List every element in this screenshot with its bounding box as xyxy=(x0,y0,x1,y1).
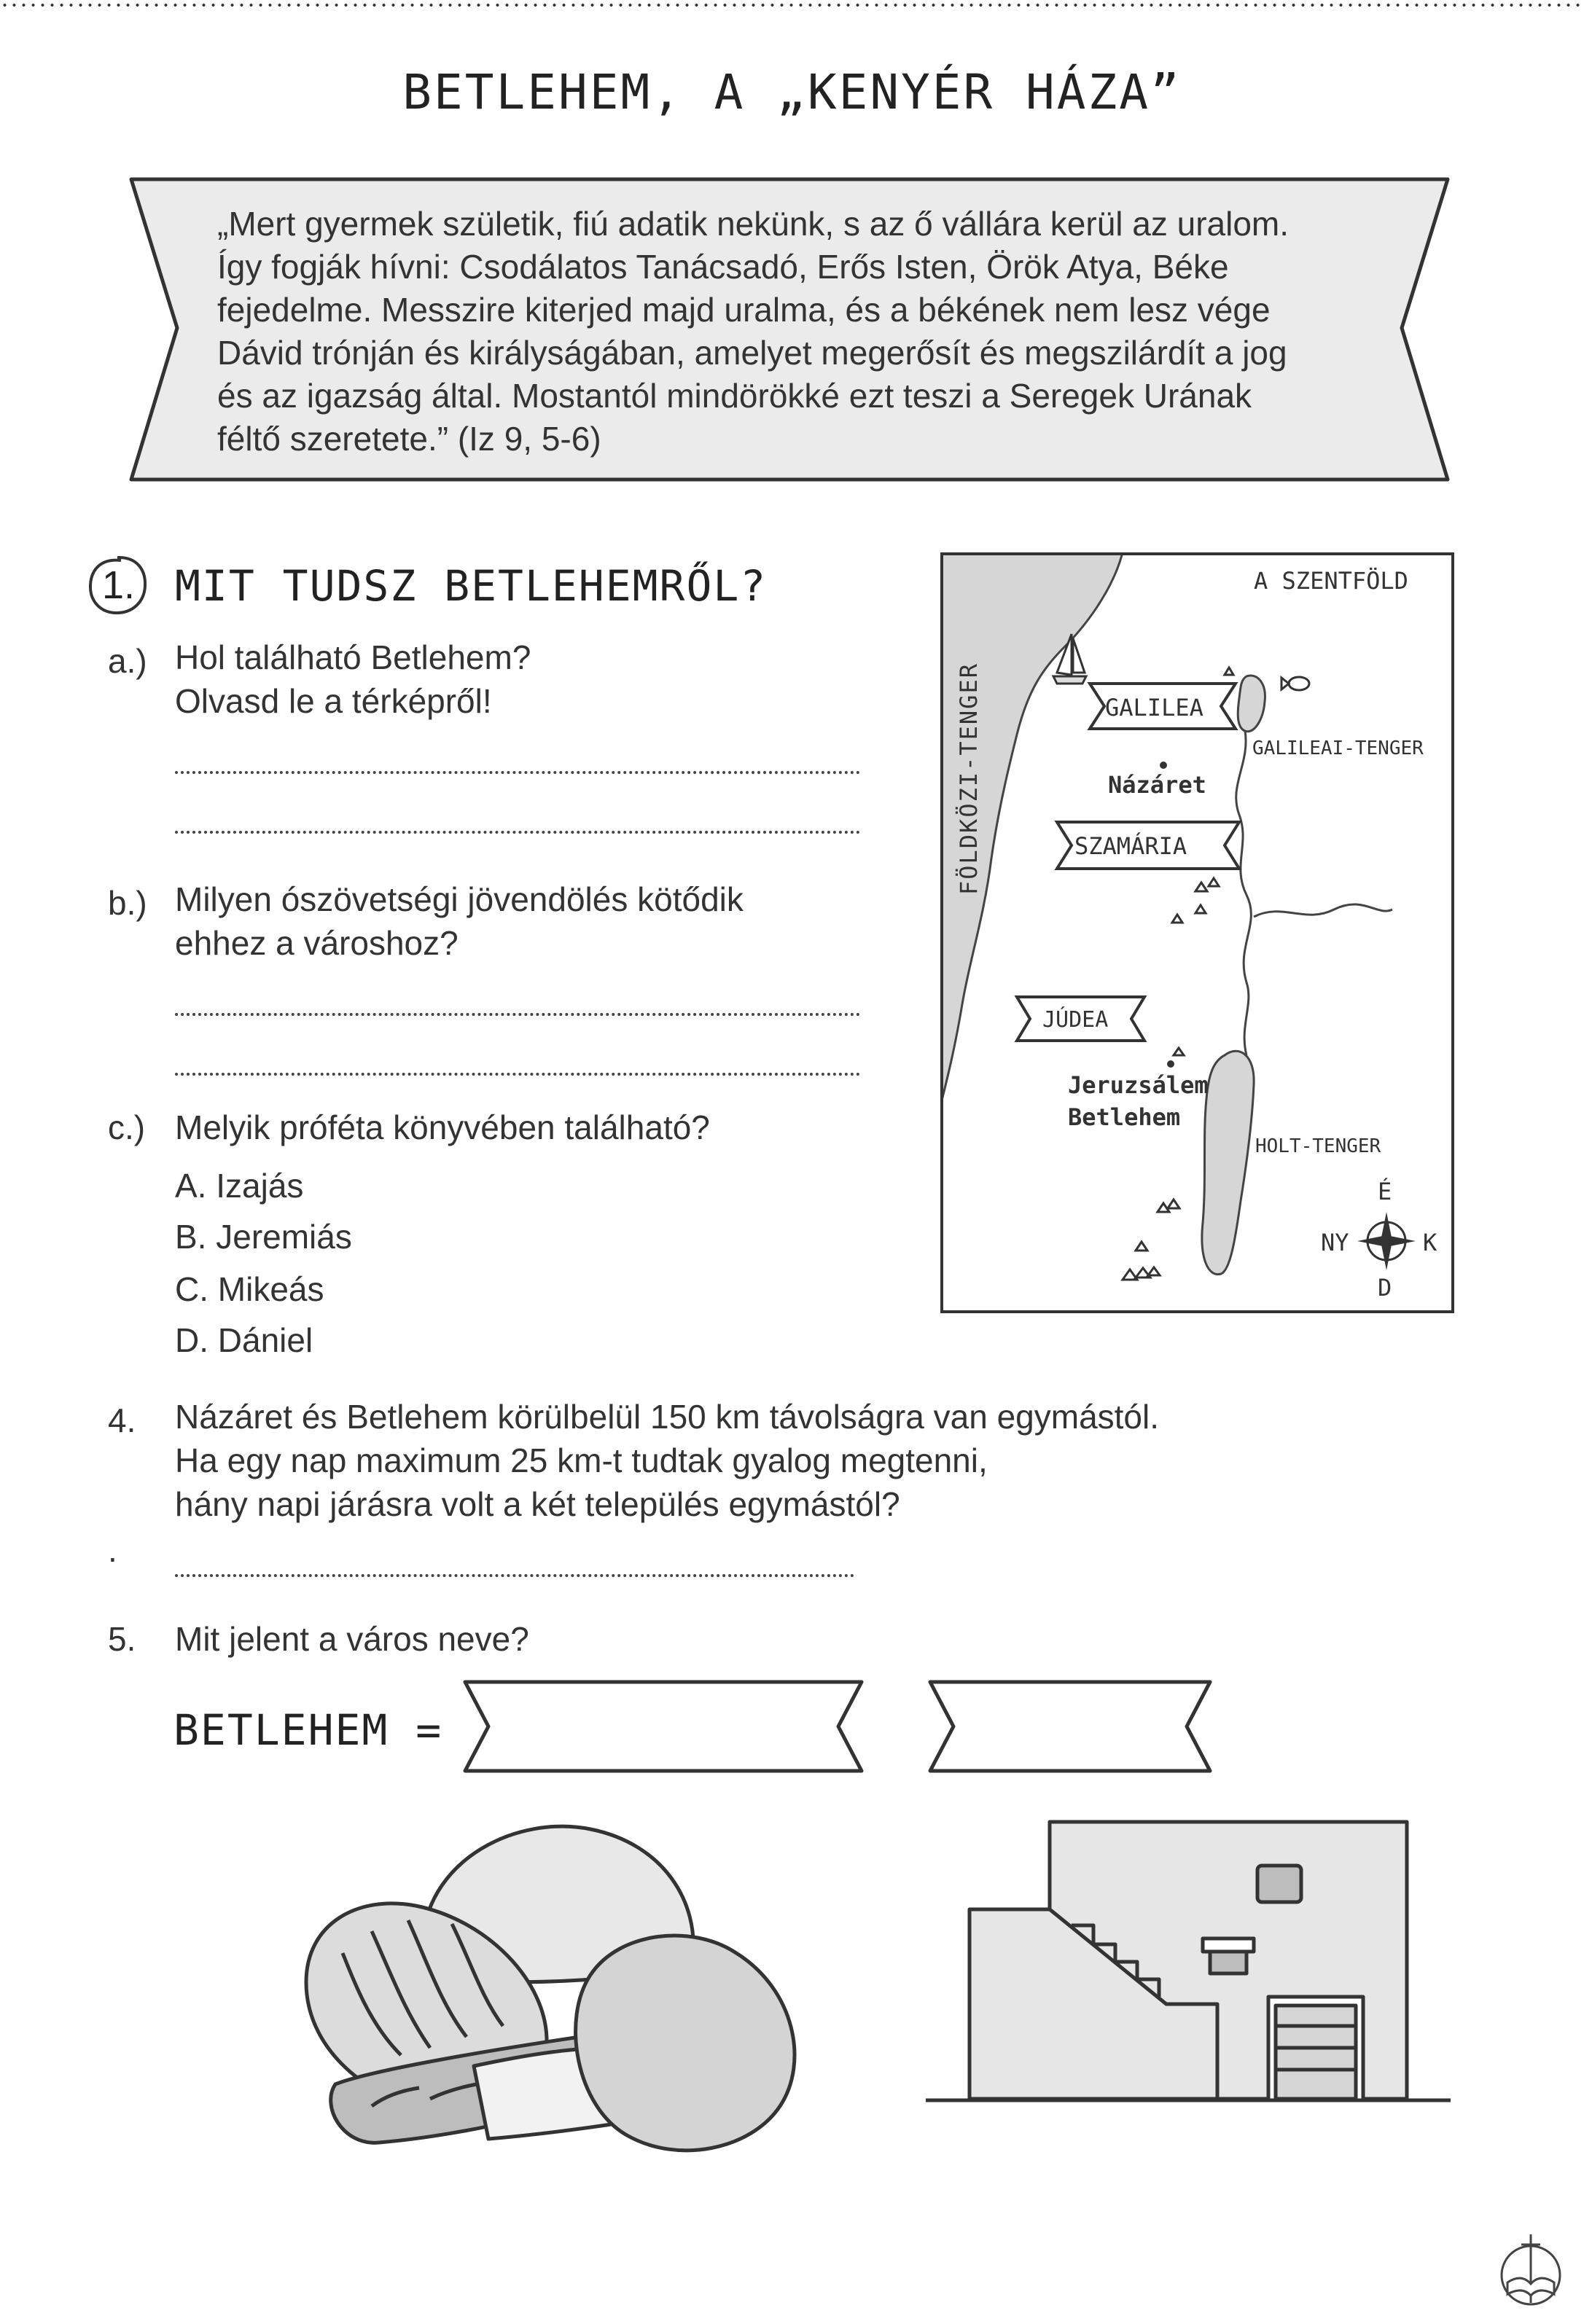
answer-line-a2[interactable] xyxy=(175,831,860,834)
compass-west: NY xyxy=(1321,1229,1349,1256)
question-4-answer-marker: . xyxy=(108,1531,117,1569)
question-a-text xyxy=(175,635,531,723)
footer-logo-icon xyxy=(1497,2230,1566,2310)
answer-line-4[interactable] xyxy=(175,1574,854,1577)
betlehem-equals-label: BETLEHEM = xyxy=(173,1705,443,1755)
section-title: MIT TUDSZ BETLEHEMRŐL? xyxy=(175,561,768,611)
question-c-marker: c.) xyxy=(108,1108,146,1146)
answer-line-b1[interactable] xyxy=(175,1013,860,1016)
judea-label: JÚDEA xyxy=(1042,1007,1109,1033)
question-4-marker: 4. xyxy=(108,1401,136,1439)
dead-sea-label: HOLT-TENGER xyxy=(1255,1135,1381,1157)
question-b-line: Milyen ószövetségi jövendölés kötődik xyxy=(175,880,744,918)
question-4-line: Názáret és Betlehem körülbelül 150 km távolságra van egymástól. xyxy=(175,1398,1160,1436)
question-5-text: Mit jelent a város neve? xyxy=(175,1620,529,1658)
mediterranean-sea-label: FÖLDKÖZI-TENGER xyxy=(955,662,983,895)
option-a[interactable]: A. Izajás xyxy=(175,1167,304,1205)
compass-east: K xyxy=(1423,1229,1437,1256)
question-b-line: ehhez a városhoz? xyxy=(175,924,459,962)
question-4-line: Ha egy nap maximum 25 km-t tudtak gyalog megtenni, xyxy=(175,1441,988,1479)
nazaret-dot xyxy=(1160,762,1167,769)
question-5-marker: 5. xyxy=(108,1620,136,1658)
dead-sea-shape xyxy=(1202,1051,1254,1274)
holy-land-map xyxy=(940,552,1454,1313)
galilean-sea-shape xyxy=(1238,676,1265,732)
jordan-river xyxy=(1236,731,1252,1055)
quote-line: Így fogják hívni: Csodálatos Tanácsadó, Erős Isten, Örök Atya, Béke xyxy=(217,248,1229,286)
quote-line: fejedelme. Messzire kiterjed majd uralma, és a békének nem lesz vége xyxy=(217,291,1271,329)
question-a-marker: a.) xyxy=(108,642,147,680)
window-middle xyxy=(1210,1952,1246,1973)
betlehem-label: Betlehem xyxy=(1068,1103,1181,1131)
answer-line-a1[interactable] xyxy=(175,771,860,774)
map-title: A SZENTFÖLD xyxy=(1254,567,1408,595)
fish-icon xyxy=(1281,677,1309,690)
compass-icon xyxy=(1357,1212,1416,1270)
option-b[interactable]: B. Jeremiás xyxy=(175,1218,352,1256)
question-a-line: Hol található Betlehem? xyxy=(175,638,531,676)
door xyxy=(1276,2006,1356,2099)
question-4-line: hány napi járásra volt a két település egymástól? xyxy=(175,1485,900,1523)
compass-south: D xyxy=(1378,1274,1392,1302)
bible-quote xyxy=(217,203,1381,461)
question-c-text: Melyik próféta könyvében található? xyxy=(175,1108,710,1146)
jerusalem-dot xyxy=(1167,1060,1174,1068)
bun-bread xyxy=(576,1936,795,2151)
szamaria-label: SZAMÁRIA xyxy=(1074,832,1187,860)
question-a-line: Olvasd le a térképről! xyxy=(175,682,492,720)
option-c[interactable]: C. Mikeás xyxy=(175,1270,324,1308)
section-number: 1. xyxy=(102,563,136,607)
question-4-text xyxy=(175,1395,1159,1526)
galilea-label: GALILEA xyxy=(1105,694,1203,721)
river-tributary xyxy=(1254,904,1392,917)
house-illustration xyxy=(926,1807,1451,2186)
jerusalem-label: Jeruzsálem xyxy=(1068,1071,1209,1099)
page-title: BETLEHEM, A „KENYÉR HÁZA” xyxy=(402,64,1182,120)
galilean-sea-label: GALILEAI-TENGER xyxy=(1252,738,1424,759)
bread-illustration xyxy=(284,1815,824,2179)
option-d[interactable]: D. Dániel xyxy=(175,1321,313,1359)
answer-banner-2[interactable] xyxy=(924,1678,1216,1776)
compass-north: É xyxy=(1378,1178,1392,1205)
answer-line-b2[interactable] xyxy=(175,1073,860,1076)
nazaret-label: Názáret xyxy=(1108,771,1206,799)
quote-line: féltő szeretete.” (Iz 9, 5-6) xyxy=(217,420,601,458)
quote-line: „Mert gyermek születik, fiú adatik nekünk, s az ő vállára kerül az uralom. xyxy=(217,205,1290,243)
window-top xyxy=(1257,1866,1301,1902)
top-dotted-rule xyxy=(0,3,1584,7)
question-b-text xyxy=(175,877,744,965)
quote-line: Dávid trónján és királyságában, amelyet megerősít és megszilárdít a jog xyxy=(217,334,1287,372)
question-b-marker: b.) xyxy=(108,884,147,922)
quote-line: és az igazság által. Mostantól mindörökké ezt teszi a Seregek Urának xyxy=(217,377,1252,415)
answer-banner-1[interactable] xyxy=(459,1678,867,1776)
